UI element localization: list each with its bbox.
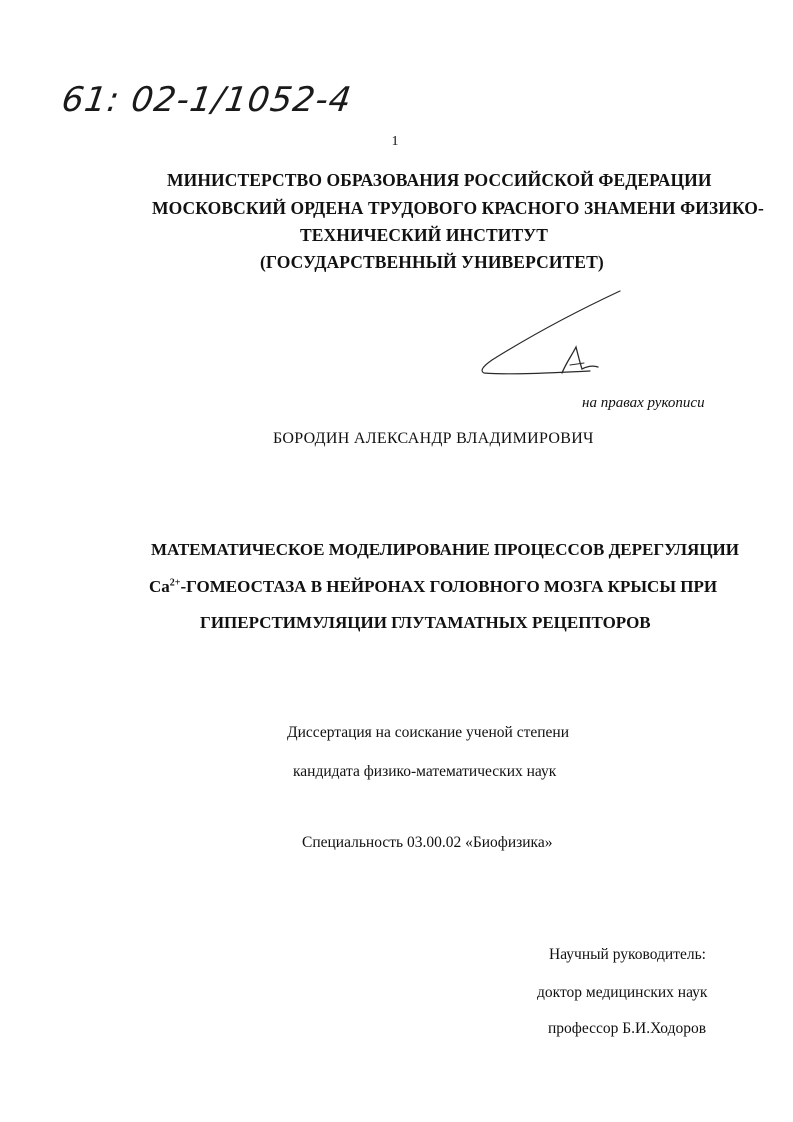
author-name: БОРОДИН АЛЕКСАНДР ВЛАДИМИРОВИЧ	[273, 430, 594, 447]
institute-name-line2: ТЕХНИЧЕСКИЙ ИНСТИТУТ	[300, 225, 548, 245]
signature	[470, 285, 640, 380]
supervisor-name: профессор Б.И.Ходоров	[548, 1020, 707, 1037]
page-number: 1	[391, 134, 399, 149]
supervisor-degree: доктор медицинских наук	[537, 984, 708, 1001]
dissertation-title-line3: ГИПЕРСТИМУЛЯЦИИ ГЛУТАМАТНЫХ РЕЦЕПТОРОВ	[200, 613, 651, 632]
specialty: Специальность 03.00.02 «Биофизика»	[302, 834, 553, 851]
dissertation-title-line2	[149, 577, 717, 597]
manuscript-rights-note: на правах рукописи	[582, 395, 705, 411]
institute-name-line1: МОСКОВСКИЙ ОРДЕНА ТРУДОВОГО КРАСНОГО ЗНАМЕНИ ФИЗИКО-	[152, 198, 764, 218]
dissertation-title-line2-text: -ГОМЕОСТАЗА В НЕЙРОНАХ ГОЛОВНОГО МОЗГА КРЫСЫ ПРИ	[180, 577, 718, 596]
calcium-charge: 2+	[169, 577, 181, 589]
supervisor-role: Научный руководитель:	[549, 946, 706, 963]
degree-statement-line1: Диссертация на соискание ученой степени	[287, 724, 569, 741]
calcium-symbol: Ca	[149, 577, 170, 596]
ministry-name: МИНИСТЕРСТВО ОБРАЗОВАНИЯ РОССИЙСКОЙ ФЕДЕРАЦИИ	[167, 170, 712, 190]
degree-statement-line2: кандидата физико-математических наук	[293, 763, 557, 780]
archive-code-handwritten: 61: 02-1/1052-4	[59, 80, 355, 120]
dissertation-title-line1: МАТЕМАТИЧЕСКОЕ МОДЕЛИРОВАНИЕ ПРОЦЕССОВ ДЕРЕГУЛЯЦИИ	[151, 540, 739, 559]
institute-name-line3: (ГОСУДАРСТВЕННЫЙ УНИВЕРСИТЕТ)	[260, 252, 604, 272]
